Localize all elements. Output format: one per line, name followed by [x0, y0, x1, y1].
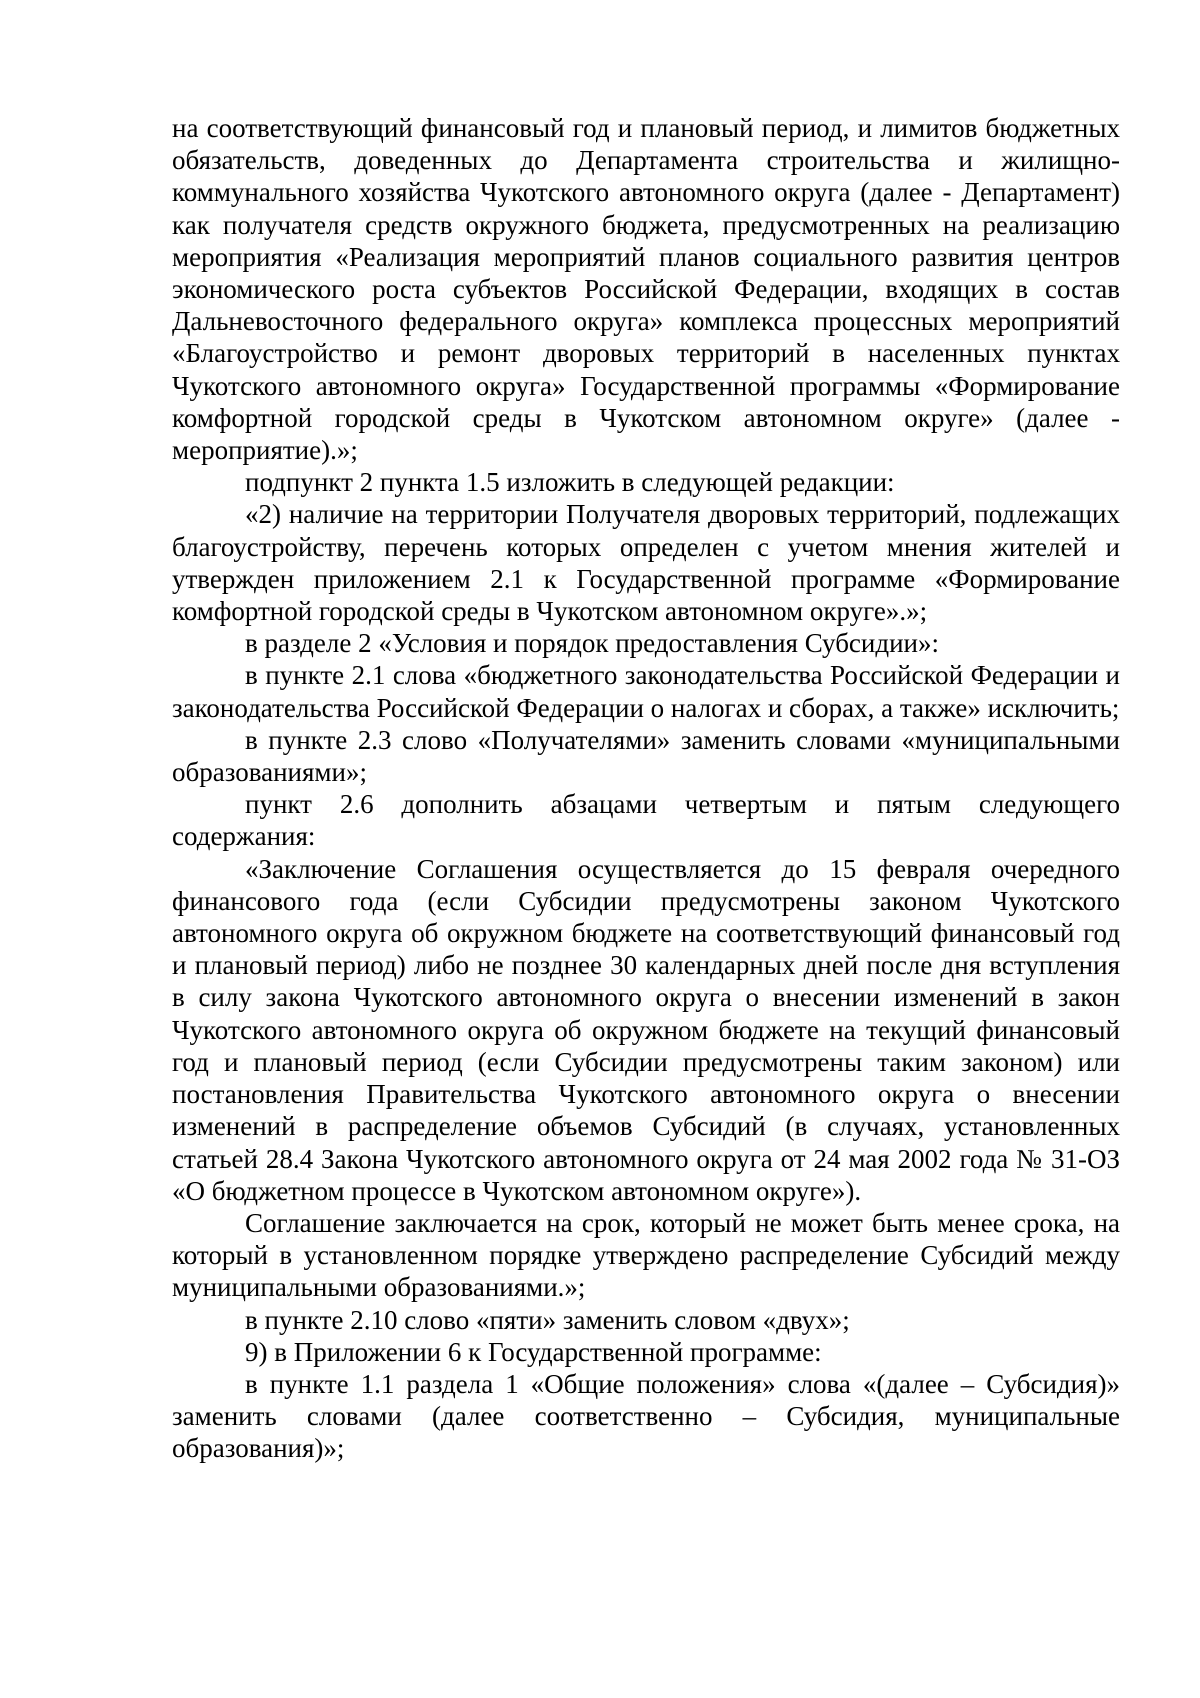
paragraph-subpoint-2-text: «2) наличие на территории Получателя дворовых территорий, подлежащих благоустройству, перечень которых определен с учетом мнения жителей и утвержден приложением 2.1 к Государственной программе «Формирование комфортной городской среды в Чукотском автономном округе».»;	[172, 499, 1120, 627]
paragraph-section-2-heading: в разделе 2 «Условия и порядок предоставления Субсидии»:	[245, 628, 939, 659]
paragraph-subsidy-limits: на соответствующий финансовый год и плановый период, и лимитов бюджетных обязательств, доведенных до Департамента строительства и жилищно-коммунального хозяйства Чукотского автономного округа (далее - Департамент) как получателя средств окружного бюджета, предусмотренных на реализацию мероприятия «Реализация мероприятий планов социального развития центров экономического роста субъектов Российской Федерации, входящих в состав Дальневосточного федерального округа» комплекса процессных мероприятий «Благоустройство и ремонт дворовых территорий в населенных пунктах Чукотского автономного округа» Государственной программы «Формирование комфортной городской среды в Чукотском автономном округе» (далее - мероприятие).»;	[172, 113, 1120, 466]
paragraph-agreement-conclusion: «Заключение Соглашения осуществляется до 15 февраля очередного финансового года (если Субсидии предусмотрены законом Чукотского автономного округа об окружном бюджете на соответствующий финансовый год и плановый период) либо не позднее 30 календарных дней после дня вступления в силу закона Чукотского автономного округа о внесении изменений в закон Чукотского автономного округа об окружном бюджете на текущий финансовый год и плановый период (если Субсидии предусмотрены таким законом) или постановления Правительства Чукотского автономного округа о внесении изменений в распределение объемов Субсидий (в случаях, установленных статьей 28.4 Закона Чукотского автономного округа от 24 мая 2002 года № 31-ОЗ «О бюджетном процессе в Чукотском автономном округе»).	[172, 853, 1120, 1206]
paragraph-point-2-3: в пункте 2.3 слово «Получателями» заменить словами «муниципальными образованиями»;	[172, 724, 1120, 788]
paragraph-point-2-10: в пункте 2.10 слово «пяти» заменить словом «двух»;	[245, 1304, 850, 1335]
document-body	[172, 112, 1120, 1465]
paragraph-subpoint-2-intro: подпункт 2 пункта 1.5 изложить в следующей редакции:	[245, 467, 895, 498]
paragraph-point-2-6-intro: пункт 2.6 дополнить абзацами четвертым и пятым следующего содержания:	[172, 789, 1120, 852]
paragraph-item-9: 9) в Приложении 6 к Государственной программе:	[245, 1336, 822, 1367]
paragraph-point-1-1: в пункте 1.1 раздела 1 «Общие положения» слова «(далее – Субсидия)» заменить словами (далее соответственно – Субсидия, муниципальные образования)»;	[172, 1368, 1120, 1464]
paragraph-point-2-1: в пункте 2.1 слова «бюджетного законодательства Российской Федерации и законодательства Российской Федерации о налогах и сборах, а также» исключить;	[172, 660, 1120, 723]
paragraph-agreement-term: Соглашение заключается на срок, который не может быть менее срока, на который в установленном порядке утверждено распределение Субсидий между муниципальными образованиями.»;	[172, 1207, 1120, 1303]
